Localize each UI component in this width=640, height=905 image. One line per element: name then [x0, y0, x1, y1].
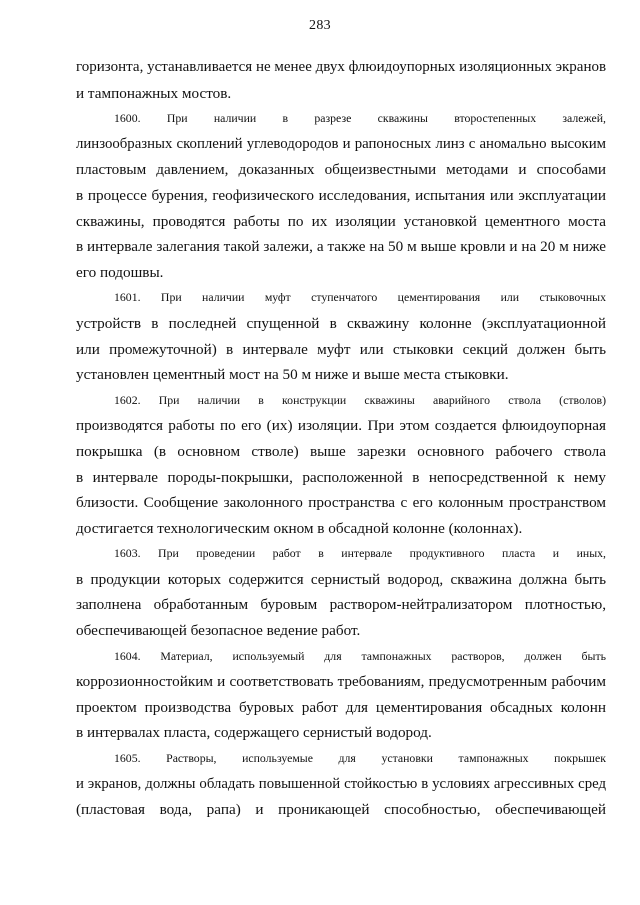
text-line: 1604. Материал, используемый для тампонажных растворов, должен быть	[114, 648, 606, 663]
text-line: установлен цементный мост на 50 м ниже и выше места стыковки.	[76, 366, 509, 384]
text-line: коррозионностойким и соответствовать требованиям, предусмотренным рабочим	[76, 673, 606, 691]
text-line: или промежуточной) в интервале муфт или стыковки секций должен быть	[76, 340, 606, 358]
text-line: в продукции которых содержится сернистый водород, скважина должна быть	[76, 570, 606, 588]
text-line: проектом производства буровых работ для цементирования обсадных колонн	[76, 698, 606, 716]
text-line: 1602. При наличии в конструкции скважины аварийного ствола (стволов)	[114, 392, 606, 407]
paragraph-1605	[76, 746, 606, 823]
text-line: в интервалах пласта, содержащего сернистый водород.	[76, 724, 432, 742]
text-line: достигается технологическим окном в обсадной колонне (колоннах).	[76, 519, 523, 537]
text-line: 1605. Растворы, используемые для установки тампонажных покрышек	[114, 751, 606, 766]
text-line: в интервале породы-покрышки, расположенной в непосредственной к нему	[76, 468, 606, 486]
text-line: скважины, проводятся работы по их изоляции установкой цементного моста	[76, 212, 606, 230]
text-line: 1601. При наличии муфт ступенчатого цементирования или стыковочных	[114, 290, 606, 305]
paragraph-1603	[76, 541, 606, 643]
paragraph-1600	[76, 106, 606, 285]
text-line: 1603. При проведении работ в интервале продуктивного пласта и иных,	[114, 546, 606, 561]
text-line: горизонта, устанавливается не менее двух флюидоупорных изоляционных экранов	[76, 59, 607, 75]
text-line: покрышка (в основном стволе) выше зарезки основного рабочего ствола	[76, 442, 606, 460]
paragraph-1602	[76, 388, 606, 542]
paragraph-continuation	[76, 55, 606, 106]
text-line: пластовым давлением, доказанных общеизвестными методами и способами	[76, 161, 606, 179]
text-line: и экранов, должны обладать повышенной стойкостью в условиях агрессивных сред	[76, 775, 606, 792]
document-body	[76, 55, 606, 823]
page-number: 283	[309, 18, 331, 33]
text-line: его подошвы.	[76, 263, 164, 281]
text-line: в интервале залегания такой залежи, а также на 50 м выше кровли и на 20 м ниже	[76, 238, 606, 256]
paragraph-1604	[76, 644, 606, 746]
text-line: заполнена обработанным буровым раствором-нейтрализатором плотностью,	[76, 596, 606, 614]
text-line: устройств в последней спущенной в скважину колонне (эксплуатационной	[76, 314, 606, 332]
text-line: и тампонажных мостов.	[76, 84, 232, 102]
text-line: близости. Сообщение заколонного пространства с его колонным пространством	[76, 494, 606, 512]
text-line: линзообразных скоплений углеводородов и рапоносных линз с аномально высоким	[76, 135, 606, 152]
text-line: в процессе бурения, геофизического исследования, испытания или эксплуатации	[76, 186, 606, 204]
text-line: (пластовая вода, рапа) и проникающей способностью, обеспечивающей	[76, 801, 606, 819]
text-line: обеспечивающей безопасное ведение работ.	[76, 622, 361, 640]
text-line: производятся работы по его (их) изоляции. При этом создается флюидоупорная	[76, 417, 606, 435]
paragraph-1601	[76, 285, 606, 387]
text-line: 1600. При наличии в разрезе скважины второстепенных залежей,	[114, 111, 606, 126]
